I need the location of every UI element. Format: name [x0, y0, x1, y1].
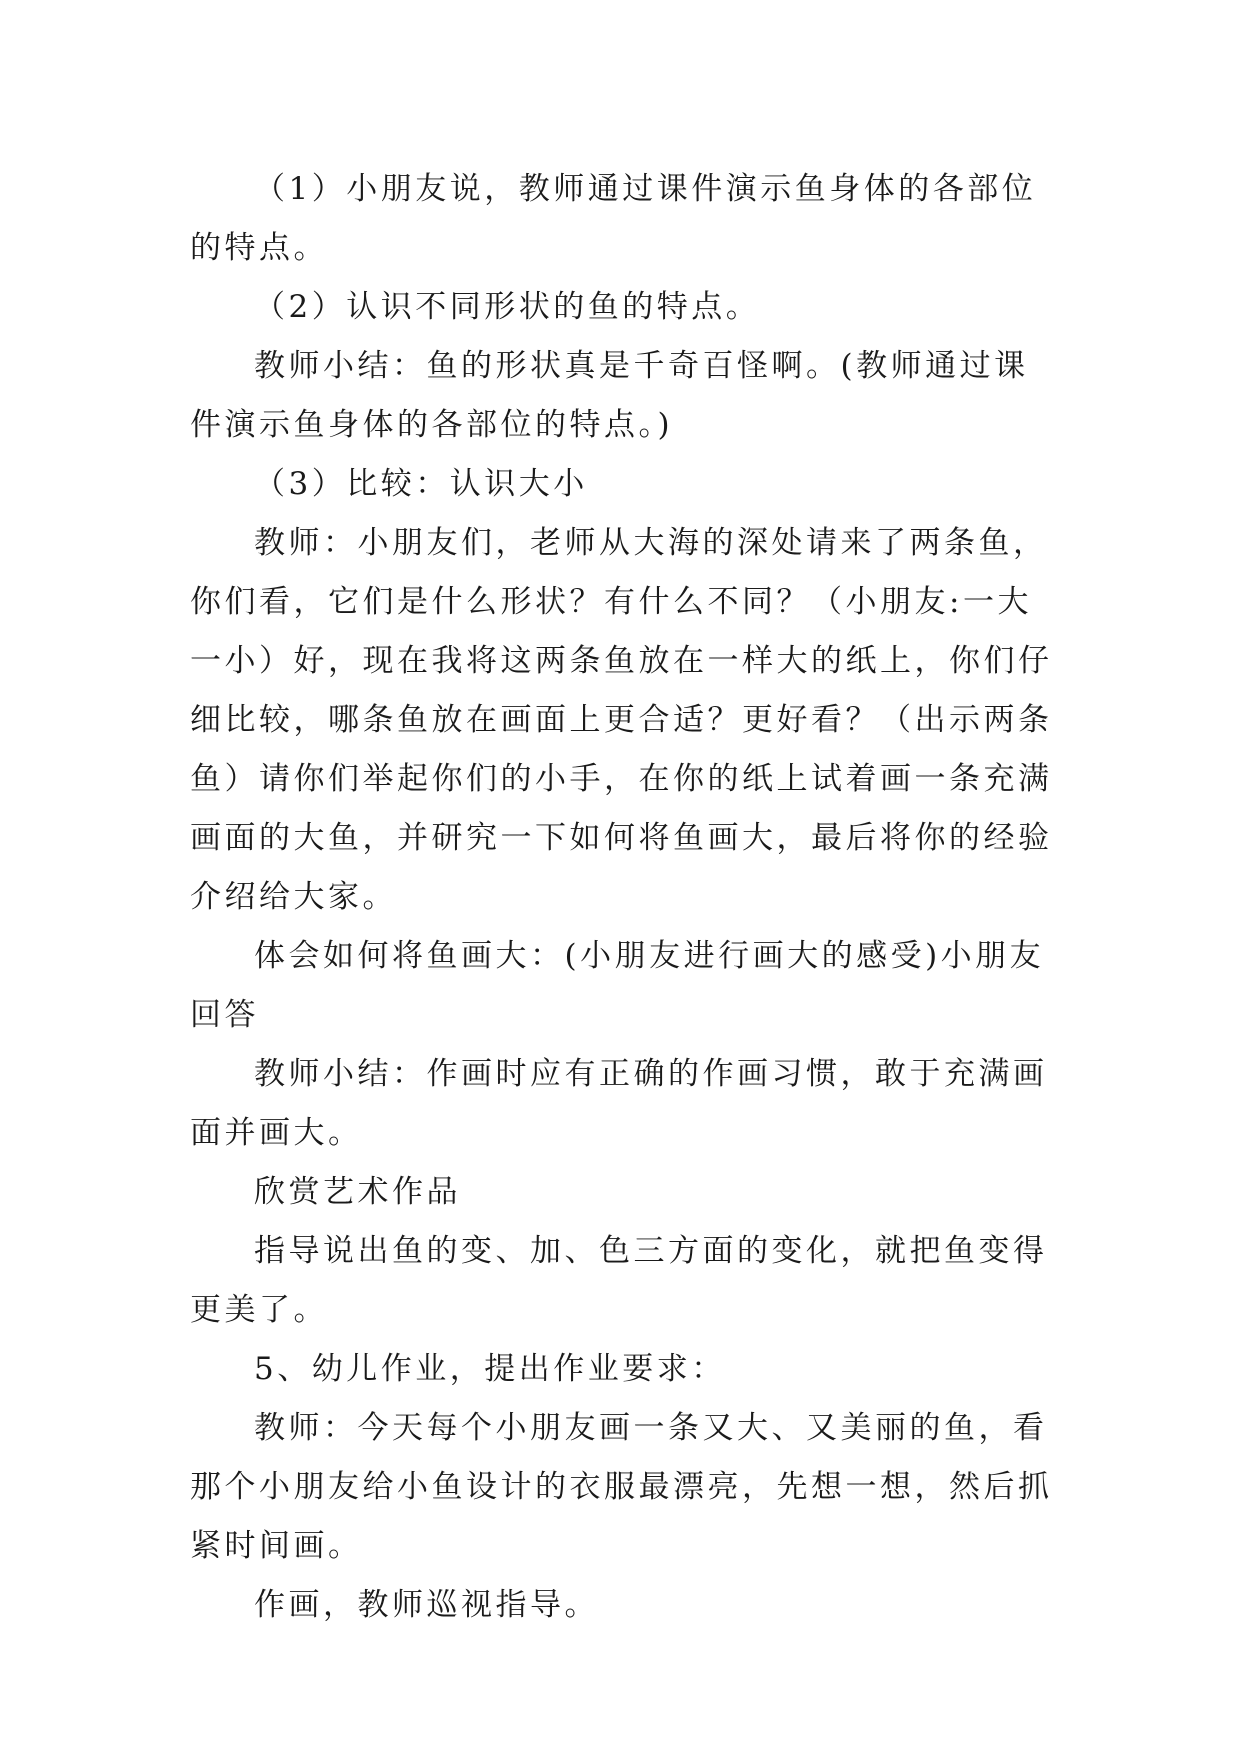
paragraph-9: 指导说出鱼的变、加、色三方面的变化，就把鱼变得更美了。: [190, 1233, 1048, 1328]
paragraph-8: 欣赏艺术作品: [254, 1174, 461, 1210]
paragraph-6: 体会如何将鱼画大：(小朋友进行画大的感受)小朋友回答: [190, 938, 1045, 1033]
paragraph-11: 教师：今天每个小朋友画一条又大、又美丽的鱼，看那个小朋友给小鱼设计的衣服最漂亮，先想一想，然后抓紧时间画。: [190, 1410, 1053, 1564]
paragraph-3: 教师小结：鱼的形状真是千奇百怪啊。(教师通过课件演示鱼身体的各部位的特点。): [190, 348, 1029, 443]
paragraph-2: （2）认识不同形状的鱼的特点。: [254, 289, 761, 325]
paragraph-10: 5、幼儿作业，提出作业要求：: [254, 1351, 726, 1387]
paragraph-4: （3）比较：认识大小: [254, 466, 588, 502]
paragraph-12: 作画，教师巡视指导。: [254, 1587, 599, 1623]
paragraph-7: 教师小结：作画时应有正确的作画习惯，敢于充满画面并画大。: [190, 1056, 1048, 1151]
paragraph-5: 教师：小朋友们，老师从大海的深处请来了两条鱼，你们看，它们是什么形状？有什么不同？（小朋友:一大一小）好，现在我将这两条鱼放在一样大的纸上，你们仔细比较，哪条鱼放在画面上更合适？更好看？（出示两条鱼）请你们举起你们的小手，在你的纸上试着画一条充满画面的大鱼，并研究一下如何将鱼画大，最后将你的经验介绍给大家。: [190, 525, 1053, 915]
document-body: [190, 160, 1060, 1635]
paragraph-1: （1）小朋友说，教师通过课件演示鱼身体的各部位的特点。: [190, 171, 1037, 266]
